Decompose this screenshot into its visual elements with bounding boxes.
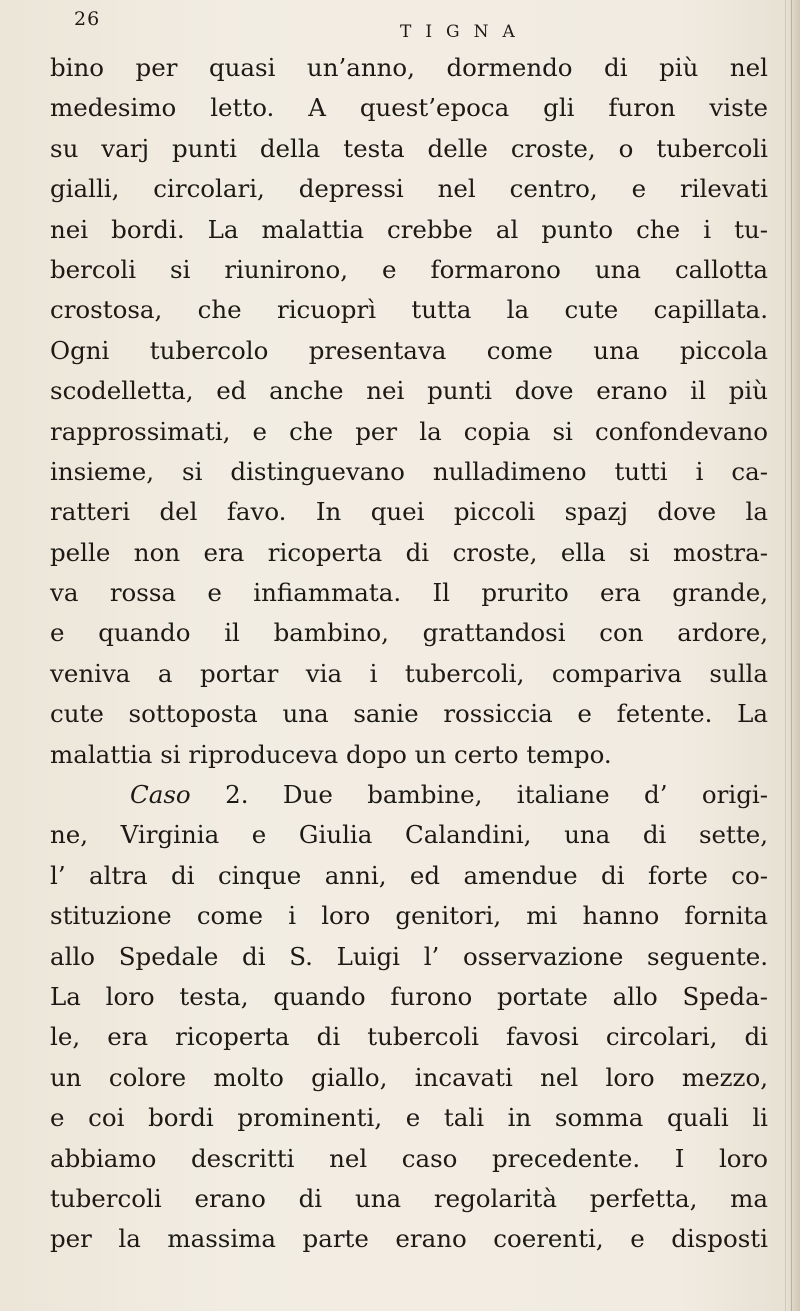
case-heading-text: Due bambine, italiane d’ origi-: [282, 780, 769, 810]
text-line: veniva a portar via i tubercoli, compariva sulla: [50, 658, 768, 688]
text-line: ne, Virginia e Giulia Calandini, una di sette,: [50, 820, 768, 850]
edge-rule: [791, 0, 792, 1311]
text-line: nei bordi. La malattia crebbe al punto che i tu-: [50, 214, 768, 244]
text-line: La loro testa, quando furono portate allo Speda-: [50, 981, 768, 1011]
text-line: insieme, si distinguevano nulladimeno tutti i ca-: [50, 456, 768, 486]
running-title: TIGNA: [400, 22, 529, 42]
page-number: 26: [74, 8, 101, 30]
text-line: scodelletta, ed anche nei punti dove erano il più: [50, 376, 768, 406]
text-line: stituzione come i loro genitori, mi hanno fornita: [50, 901, 768, 931]
text-line: le, era ricoperta di tubercoli favosi circolari, di: [50, 1022, 768, 1052]
text-line: bino per quasi un’anno, dormendo di più nel: [50, 53, 768, 82]
text-line: cute sottoposta una sanie rossiccia e fetente. La: [50, 699, 768, 729]
text-line: e quando il bambino, grattandosi con ardore,: [50, 618, 768, 648]
page-edge: [785, 0, 800, 1311]
paragraph-1: [50, 48, 768, 775]
text-line: rapprossimati, e che per la copia si confondevano: [50, 416, 768, 446]
text-line: va rossa e infiammata. Il prurito era grande,: [50, 578, 768, 608]
text-line: l’ altra di cinque anni, ed amendue di forte co-: [50, 860, 768, 890]
text-line: pelle non era ricoperta di croste, ella si mostra-: [50, 537, 768, 567]
text-line: per la massima parte erano coerenti, e disposti: [50, 1224, 768, 1254]
text-line: ratteri del favo. In quei piccoli spazj dove la: [50, 497, 768, 527]
text-line: e coi bordi prominenti, e tali in somma quali li: [50, 1103, 768, 1133]
text-line: abbiamo descritti nel caso precedente. I loro: [50, 1143, 768, 1173]
text-line: tubercoli erano di una regolarità perfetta, ma: [50, 1183, 768, 1213]
text-line: medesimo letto. A quest’epoca gli furon viste: [50, 93, 768, 123]
text-line: Ogni tubercolo presentava come una piccola: [50, 335, 768, 365]
text-line: malattia si riproduceva dopo un certo tempo.: [50, 739, 612, 769]
text-line: gialli, circolari, depressi nel centro, e rilevati: [50, 174, 768, 204]
body-text: [50, 48, 768, 1260]
text-line: allo Spedale di S. Luigi l’ osservazione seguente.: [50, 941, 768, 971]
paragraph-2: [50, 775, 768, 1260]
text-line: bercoli si riunirono, e formarono una callotta: [50, 254, 768, 284]
case-label: Caso: [130, 780, 191, 810]
case-heading-line: [50, 775, 768, 815]
page-header: [60, 8, 740, 48]
case-number: 2.: [225, 780, 249, 810]
text-line: un colore molto giallo, incavati nel loro mezzo,: [50, 1062, 768, 1092]
text-line: crostosa, che ricuoprì tutta la cute capillata.: [50, 295, 768, 325]
text-line: su varj punti della testa delle croste, o tubercoli: [50, 133, 768, 163]
